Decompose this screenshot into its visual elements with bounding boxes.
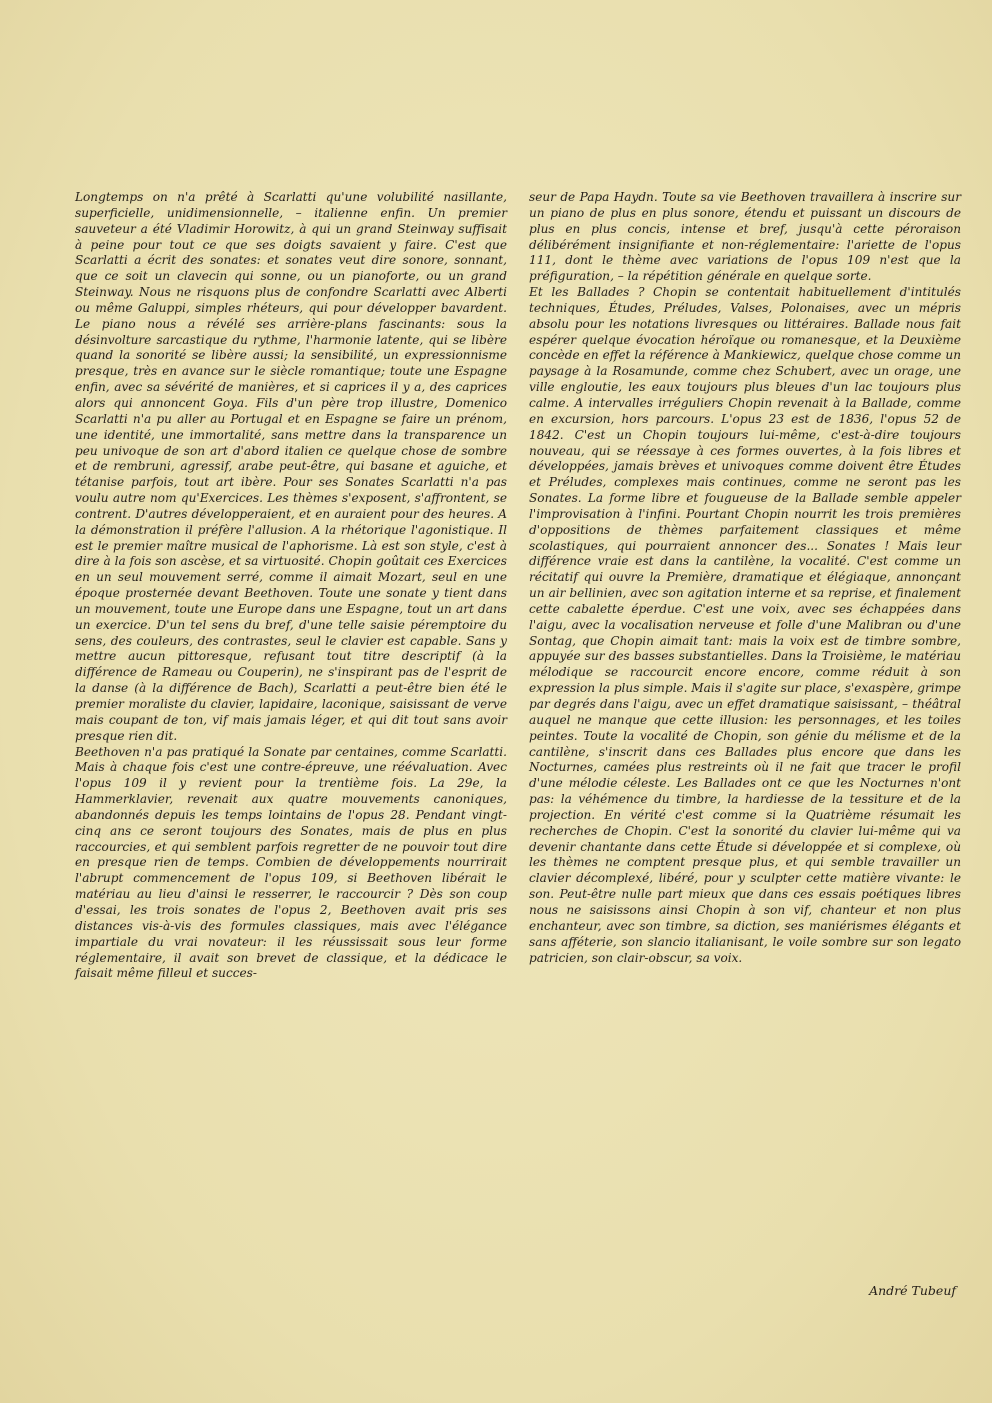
paragraph-beethoven: Beethoven n'a pas pratiqué la Sonate par centaines, comme Scarlatti. Mais à chaque fois c'est une contre-épreuve, une réévaluation. Avec l'opus 109 il y revient pour la trentième fois. La 29e, la Hammerklavier, revenait aux quatre mouvements canoniques, abandonnés depuis les temps lointains de l'opus 28. Pendant vingt-cinq ans ce seront toujours des Sonates, mais de plus en plus raccourcies, et qui semblent parfois regretter de ne pouvoir tout dire en presque rien de temps. Combien de développements nourrirait l'abrupt commencement de l'opus 109, si Beethoven libérait le matériau au lieu d'ainsi le resserrer, le raccourcir ? Dès son coup d'essai, les trois sonates de l'opus 2, Beethoven avait pris ses distances vis-à-vis des formules classiques, mais avec l'élégance impartiale du vrai novateur: il les réussissait sous leur forme réglementaire, il avait son brevet de classique, et la dédicace le faisait même filleul et succes- — [75, 744, 507, 981]
paragraph-scarlatti: Longtemps on n'a prêté à Scarlatti qu'une volubilité nasillante, superficielle, unidimensionnelle, – italienne enfin. Un premier sauveteur a été Vladimir Horowitz, à qui un grand Steinway suffisait à peine pour tout ce que ses doigts savaient y faire. C'est que Scarlatti a écrit des sonates: et sonates veut dire sonore, sonnant, que ce soit un clavecin qui sonne, ou un pianoforte, ou un grand Steinway. Nous ne risquons plus de confondre Scarlatti avec Alberti ou même Galuppi, simples rhéteurs, qui pour développer bavardent. Le piano nous a révélé ses arrière-plans fascinants: sous la désinvolture sarcastique du rythme, l'harmonie latente, qui se libère quand la sonorité se libère aussi; la sensibilité, un expressionnisme presque, très en avance sur le siècle romantique; toute une Espagne enfin, avec sa sévérité de manières, et si caprices il y a, des caprices alors qui annoncent Goya. Fils d'un père trop illustre, Domenico Scarlatti n'a pu aller au Portugal et en Espagne se faire un prénom, une identité, une immortalité, sans mettre dans la transparence un peu univoque de son art d'abord italien ce quelque chose de sombre et de rembruni, agressif, arabe peut-être, qui basane et aguiche, et tétanise parfois, tout art ibère. Pour ses Sonates Scarlatti n'a pas voulu autre nom qu'Exercices. Les thèmes s'exposent, s'affrontent, se contrent. D'autres développeraient, et en auraient pour des heures. A la démonstration il préfère l'allusion. A la rhétorique l'agonistique. Il est le premier maître musical de l'aphorisme. Là est son style, c'est à dire à la fois son ascèse, et sa virtuosité. Chopin goûtait ces Exercices en un seul mouvement serré, comme il aimait Mozart, seul en une époque prosternée devant Beethoven. Toute une sonate y tient dans un mouvement, toute une Europe dans une Espagne, tout un art dans un exercice. D'un tel sens du bref, d'une telle saisie péremptoire du sens, des couleurs, des contrastes, seul le clavier est capable. Sans y mettre aucun pittoresque, refusant tout titre descriptif (à la différence de Rameau ou Couperin), ne s'inspirant pas de l'esprit de la danse (à la différence de Bach), Scarlatti a peut-être bien été le premier moraliste du clavier, lapidaire, laconique, saisissant de verve mais coupant de ton, vif mais jamais léger, et qui dit tout sans avoir presque rien dit. — [75, 190, 507, 743]
left-column — [75, 190, 507, 982]
paragraph-beethoven-continued: seur de Papa Haydn. Toute sa vie Beethoven travaillera à inscrire sur un piano de plus en plus sonore, étendu et puissant un discours de plus en plus concis, intense et bref, jusqu'à cette péroraison délibérément insignifiante et non-réglementaire: l'ariette de l'opus 111, dont le thème avec variations de l'opus 109 n'est que la préfiguration, – la répétition générale en quelque sorte. — [529, 190, 961, 284]
author-signature: André Tubeuf — [869, 1283, 956, 1298]
right-column — [529, 190, 961, 966]
paragraph-ballades: Et les Ballades ? Chopin se contentait habituellement d'intitulés techniques, Études, Préludes, Valses, Polonaises, avec un mépris absolu pour les notations livresques ou littéraires. Ballade nous fait espérer quelque évocation héroïque ou romanesque, et la Deuxième concède en effet la référence à Mankiewicz, quelque chose comme un paysage à la Rosamunde, comme chez Schubert, avec un orage, une ville engloutie, les eaux toujours plus bleues d'un lac toujours plus calme. A intervalles irréguliers Chopin revenait à la Ballade, comme en excursion, hors parcours. L'opus 23 est de 1836, l'opus 52 de 1842. C'est un Chopin toujours lui-même, c'est-à-dire toujours nouveau, qui se réessaye à ces formes ouvertes, à la fois libres et développées, jamais brèves et univoques comme doivent être Études et Préludes, complexes mais continues, comme ne seront pas les Sonates. La forme libre et fougueuse de la Ballade semble appeler l'improvisation à l'infini. Pourtant Chopin nourrit les trois premières d'oppositions de thèmes parfaitement classiques et même scolastiques, qui pourraient annoncer des... Sonates ! Mais leur différence vraie est dans la cantilène, la vocalité. C'est comme un récitatif qui ouvre la Première, dramatique et élégiaque, annonçant un air bellinien, avec son agitation interne et sa reprise, et finalement cette cabalette éperdue. C'est une voix, avec ses échappées dans l'aigu, avec la vocalisation nerveuse et folle d'une Malibran ou d'une Sontag, que Chopin aimait tant: mais la voix est de timbre sombre, appuyée sur des basses substantielles. Dans la Troisième, le matériau mélodique se raccourcit encore encore, comme réduit à son expression la plus simple. Mais il s'agite sur place, s'exaspère, grimpe par degrés dans l'aigu, avec un effet dramatique saisissant, – théâtral auquel ne manque que cette illusion: les personnages, et les toiles peintes. Toute la vocalité de Chopin, son génie du mélisme et de la cantilène, s'inscrit dans ces Ballades plus encore que dans les Nocturnes, camées plus restreints où il ne fait que tracer le profil d'une mélodie céleste. Les Ballades ont ce que les Nocturnes n'ont pas: la véhémence du timbre, la hardiesse de la tessiture et de la projection. En vérité c'est comme si la Quatrième résumait les recherches de Chopin. C'est la sonorité du clavier lui-même qui va devenir chantante dans cette Étude si développée et si complexe, où les thèmes ne comptent presque plus, et qui semble travailler un clavier décomplexé, libéré, pour y sculpter cette matière vivante: le son. Peut-être nulle part mieux que dans ces essais poétiques libres nous ne saisissons ainsi Chopin à son vif, chanteur et non plus enchanteur, avec son timbre, sa diction, ses maniérismes élégants et sans afféterie, son slancio italianisant, le voile sombre sur son legato patricien, son clair-obscur, sa voix. — [529, 285, 961, 965]
